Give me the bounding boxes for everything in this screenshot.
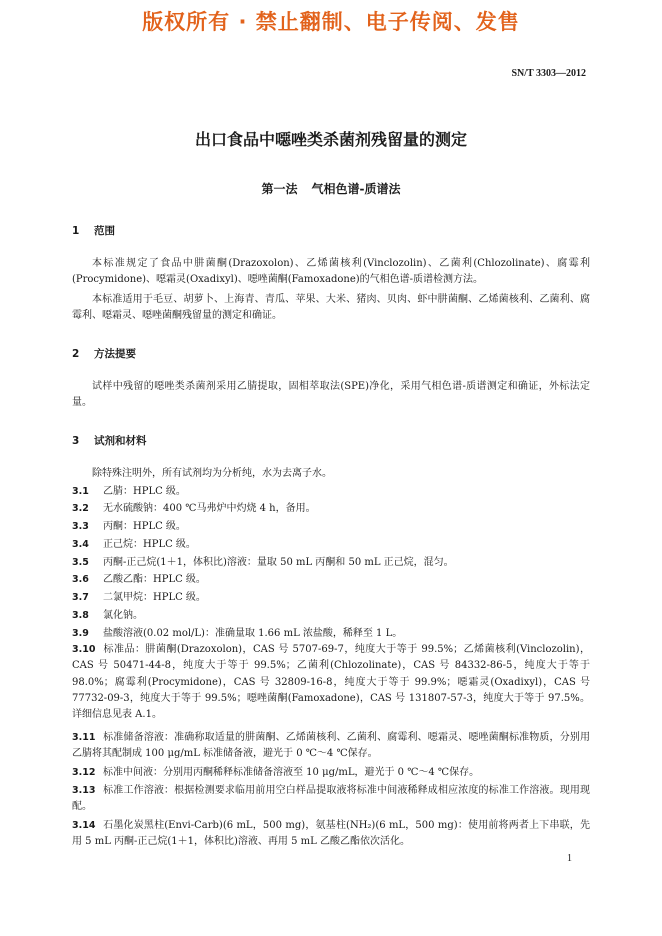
section-number: 2 — [72, 348, 80, 360]
section-heading-reagents — [72, 433, 147, 448]
reagent-item — [72, 608, 590, 624]
item-text: 二氯甲烷：HPLC 级。 — [103, 592, 206, 603]
item-text: 丙酮：HPLC 级。 — [103, 521, 186, 532]
reagent-item — [72, 555, 590, 571]
item-number: 3.8 — [72, 610, 89, 621]
item-number: 3.14 — [72, 820, 96, 831]
reagent-item — [72, 783, 590, 816]
reagent-item — [72, 590, 590, 606]
section-heading-scope — [72, 223, 115, 238]
reagent-item — [72, 818, 590, 851]
scope-paragraph-2: 本标准适用于毛豆、胡萝卜、上海青、青瓜、苹果、大米、猪肉、贝肉、虾中肼菌酮、乙烯菌核利、乙菌利、腐霉利、噁霜灵、噁唑菌酮残留量的测定和确证。 — [72, 294, 590, 322]
item-number: 3.5 — [72, 557, 89, 568]
item-text: 乙酸乙酯：HPLC 级。 — [103, 574, 206, 585]
scope-paragraph-1: 本标准规定了食品中肼菌酮(Drazoxolon)、乙烯菌核利(Vinclozolin)、乙菌利(Chlozolinate)、腐霉利(Procymidone)、噁霜灵(Oxadixyl)、噁唑菌酮(Famoxadone)的气相色谱-质谱检测方法。 — [72, 258, 590, 286]
standard-number: SN/T 3303—2012 — [511, 68, 586, 79]
item-text: 标准储备溶液：准确称取适量的肼菌酮、乙烯菌核利、乙菌利、腐霉利、噁霜灵、噁唑菌酮标准物质，分别用乙腈将其配制成 100 μg/mL 标准储备液，避光于 0 ℃～4 ℃保存。 — [72, 732, 590, 760]
item-text: 标准品：肼菌酮(Drazoxolon)，CAS 号 5707-69-7，纯度大于等于 99.5%；乙烯菌核利(Vinclozolin)，CAS 号 50471-44-8，纯度大于等于 99.5%；乙菌利(Chlozolinate)，CAS 号 84332-86-5，纯度大于等于 98.0%；腐霉利(Procymidone)，CAS 号 32809-16-8，纯度大于等于 99.9%；噁霜灵(Oxadixyl)，CAS 号 77732-09-3，纯度大于等于 99.5%；噁唑菌酮(Famoxadone)，CAS 号 131807-57-3，纯度大于等于 97.5%。详细信息见表 A.1。 — [72, 644, 590, 721]
item-text: 盐酸溶液(0.02 mol/L)：准确量取 1.66 mL 浓盐酸，稀释至 1 L。 — [103, 628, 403, 639]
method-number: 第一法 — [261, 182, 298, 196]
item-number: 3.2 — [72, 503, 89, 514]
reagent-item — [72, 730, 590, 763]
item-text: 丙酮-正己烷(1＋1，体积比)溶液：量取 50 mL 丙酮和 50 mL 正己烷，混匀。 — [103, 557, 454, 568]
reagent-item — [72, 519, 590, 535]
document-title: 出口食品中噁唑类杀菌剂残留量的测定 — [194, 130, 467, 149]
method-name: 气相色谱-质谱法 — [311, 182, 401, 196]
reagent-item — [72, 501, 590, 517]
item-number: 3.13 — [72, 785, 96, 796]
method-title — [0, 180, 662, 197]
item-text: 乙腈：HPLC 级。 — [103, 486, 186, 497]
item-number: 3.7 — [72, 592, 89, 603]
item-number: 3.10 — [72, 644, 96, 655]
item-number: 3.3 — [72, 521, 89, 532]
item-text: 石墨化炭黑柱(Envi-Carb)(6 mL，500 mg)，氨基柱(NH₂)(6 mL，500 mg)：使用前将两者上下串联，先用 5 mL 丙酮-正己烷(1＋1，体积比)溶液、再用 5 mL 乙酸乙酯依次活化。 — [72, 820, 590, 848]
section-number: 3 — [72, 435, 80, 447]
item-number: 3.4 — [72, 539, 89, 550]
reagents-intro: 除特殊注明外，所有试剂均为分析纯，水为去离子水。 — [92, 468, 332, 479]
reagent-item-standards — [72, 642, 590, 723]
method-summary-paragraph: 试样中残留的噁唑类杀菌剂采用乙腈提取，固相萃取法(SPE)净化，采用气相色谱-质谱测定和确证，外标法定量。 — [72, 381, 590, 409]
reagent-item — [72, 484, 590, 500]
item-text: 标准工作溶液：根据检测要求临用前用空白样品提取液将标准中间液稀释成相应浓度的标准工作溶液。现用现配。 — [72, 785, 590, 813]
section-title: 试剂和材料 — [94, 435, 147, 447]
reagent-item — [72, 626, 590, 642]
reagent-item — [72, 537, 590, 553]
item-number: 3.12 — [72, 767, 96, 778]
page-number: 1 — [567, 853, 572, 864]
item-number: 3.11 — [72, 732, 96, 743]
item-text: 氯化钠。 — [103, 610, 143, 621]
section-number: 1 — [72, 225, 80, 237]
copyright-watermark: 版权所有 · 禁止翻制、电子传阅、发售 — [142, 10, 520, 34]
item-text: 正己烷：HPLC 级。 — [103, 539, 196, 550]
item-number: 3.1 — [72, 486, 89, 497]
section-title: 方法提要 — [94, 348, 136, 360]
section-title: 范围 — [94, 225, 115, 237]
item-number: 3.6 — [72, 574, 89, 585]
reagent-item — [72, 765, 590, 781]
item-text: 无水硫酸钠：400 ℃马弗炉中灼烧 4 h，备用。 — [103, 503, 316, 514]
item-number: 3.9 — [72, 628, 89, 639]
section-heading-method-summary — [72, 346, 136, 361]
reagent-item — [72, 572, 590, 588]
item-text: 标准中间液：分别用丙酮稀释标准储备溶液至 10 μg/mL，避光于 0 ℃～4 ℃保存。 — [103, 767, 480, 778]
